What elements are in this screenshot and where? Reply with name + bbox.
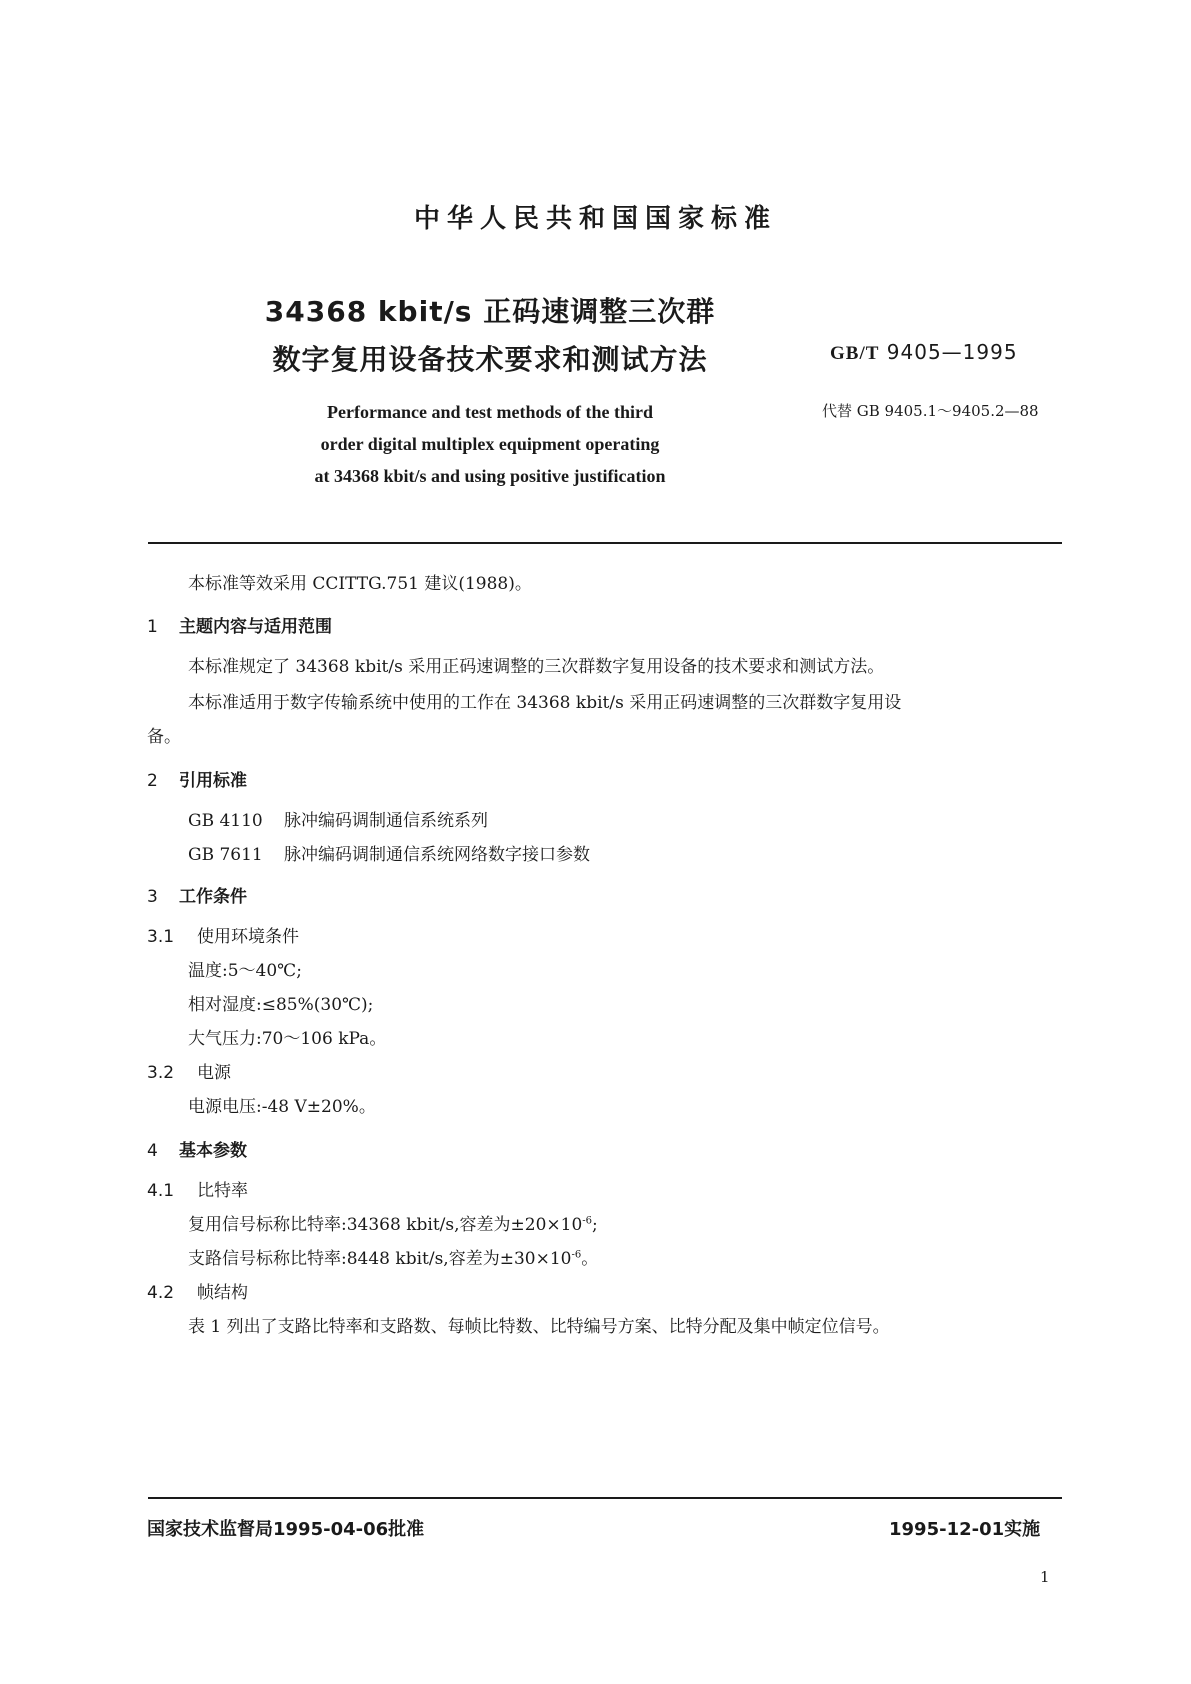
section-1-heading: [147, 612, 332, 637]
approval-line: 国家技术监督局1995-04-06批准: [147, 1519, 425, 1540]
effective-date: 1995-12-01实施: [889, 1519, 1041, 1540]
humidity-line: 相对湿度:≤85%(30℃);: [188, 995, 374, 1015]
temperature-line: 温度:5～40℃;: [188, 961, 302, 981]
section-4-title: 基本参数: [179, 1141, 247, 1161]
mux-end: ;: [592, 1215, 598, 1235]
title-en-line3: at 34368 kbit/s and using positive justification: [314, 466, 666, 486]
section-3-number: 3: [147, 887, 158, 907]
section-4-number: 4: [147, 1141, 158, 1161]
voltage-line: 电源电压:-48 V±20%。: [188, 1097, 376, 1117]
section-1-para-2: 本标准适用于数字传输系统中使用的工作在 34368 kbit/s 采用正码速调整的三次群数字复用设: [188, 693, 902, 713]
section-1-para-2-cont: 备。: [147, 727, 181, 747]
subsection-3-1-heading: [147, 922, 299, 947]
frame-structure-text: 表 1 列出了支路比特率和支路数、每帧比特数、比特编号方案、比特分配及集中帧定位信号。: [188, 1317, 890, 1337]
section-4-heading: [147, 1136, 247, 1161]
title-cn-line1: 34368 kbit/s 正码速调整三次群: [264, 295, 716, 328]
subsection-3-2-heading: [147, 1058, 231, 1083]
reference-title: 脉冲编码调制通信系统网络数字接口参数: [284, 845, 590, 865]
page-number: 1: [1040, 1568, 1050, 1586]
section-3-heading: [147, 882, 247, 907]
section-1-para-1: 本标准规定了 34368 kbit/s 采用正码速调整的三次群数字复用设备的技术要求和测试方法。: [188, 657, 885, 677]
section-2-number: 2: [147, 771, 158, 791]
subsection-4-2-title: 帧结构: [197, 1283, 248, 1303]
mux-bitrate-text: 复用信号标称比特率:34368 kbit/s,容差为±20×10: [188, 1215, 583, 1235]
title-cn-line2: 数字复用设备技术要求和测试方法: [272, 343, 708, 376]
mux-bitrate-line: [188, 1210, 598, 1235]
reference-title: 脉冲编码调制通信系统系列: [284, 811, 488, 831]
trib-exponent: -6: [571, 1249, 582, 1261]
subsection-3-1-title: 使用环境条件: [197, 927, 299, 947]
trib-bitrate-text: 支路信号标称比特率:8448 kbit/s,容差为±30×10: [188, 1249, 572, 1269]
subsection-4-2-number: 4.2: [147, 1283, 175, 1303]
replaces-note: 代替 GB 9405.1～9405.2—88: [822, 402, 1039, 420]
reference-code: GB 4110: [188, 811, 263, 831]
section-1-number: 1: [147, 617, 158, 637]
reference-item: [188, 840, 590, 865]
subsection-4-1-number: 4.1: [147, 1181, 175, 1201]
section-2-heading: [147, 766, 247, 791]
reference-code: GB 7611: [188, 845, 263, 865]
subsection-3-1-number: 3.1: [147, 927, 175, 947]
reference-item: [188, 806, 488, 831]
intro-paragraph: 本标准等效采用 CCITTG.751 建议(1988)。: [188, 574, 532, 594]
title-en-line2: order digital multiplex equipment operating: [320, 434, 660, 454]
pressure-line: 大气压力:70～106 kPa。: [188, 1029, 387, 1049]
trib-end: 。: [581, 1249, 599, 1269]
section-2-title: 引用标准: [179, 771, 247, 791]
subsection-4-1-heading: [147, 1176, 248, 1201]
subsection-3-2-number: 3.2: [147, 1063, 175, 1083]
section-1-title: 主题内容与适用范围: [179, 617, 332, 637]
section-3-title: 工作条件: [179, 887, 247, 907]
national-standard-title: 中华人民共和国国家标准: [413, 204, 777, 234]
trib-bitrate-line: [188, 1244, 598, 1269]
footer-rule: [148, 1497, 1062, 1499]
subsection-3-2-title: 电源: [197, 1063, 231, 1083]
standard-code: [830, 340, 1018, 365]
standard-prefix: GB/T: [830, 343, 880, 364]
standard-number: 9405—1995: [886, 340, 1018, 364]
title-en-line1: Performance and test methods of the third: [327, 402, 653, 422]
mux-exponent: -6: [582, 1215, 593, 1227]
subsection-4-2-heading: [147, 1278, 248, 1303]
subsection-4-1-title: 比特率: [197, 1181, 248, 1201]
header-rule: [148, 542, 1062, 544]
